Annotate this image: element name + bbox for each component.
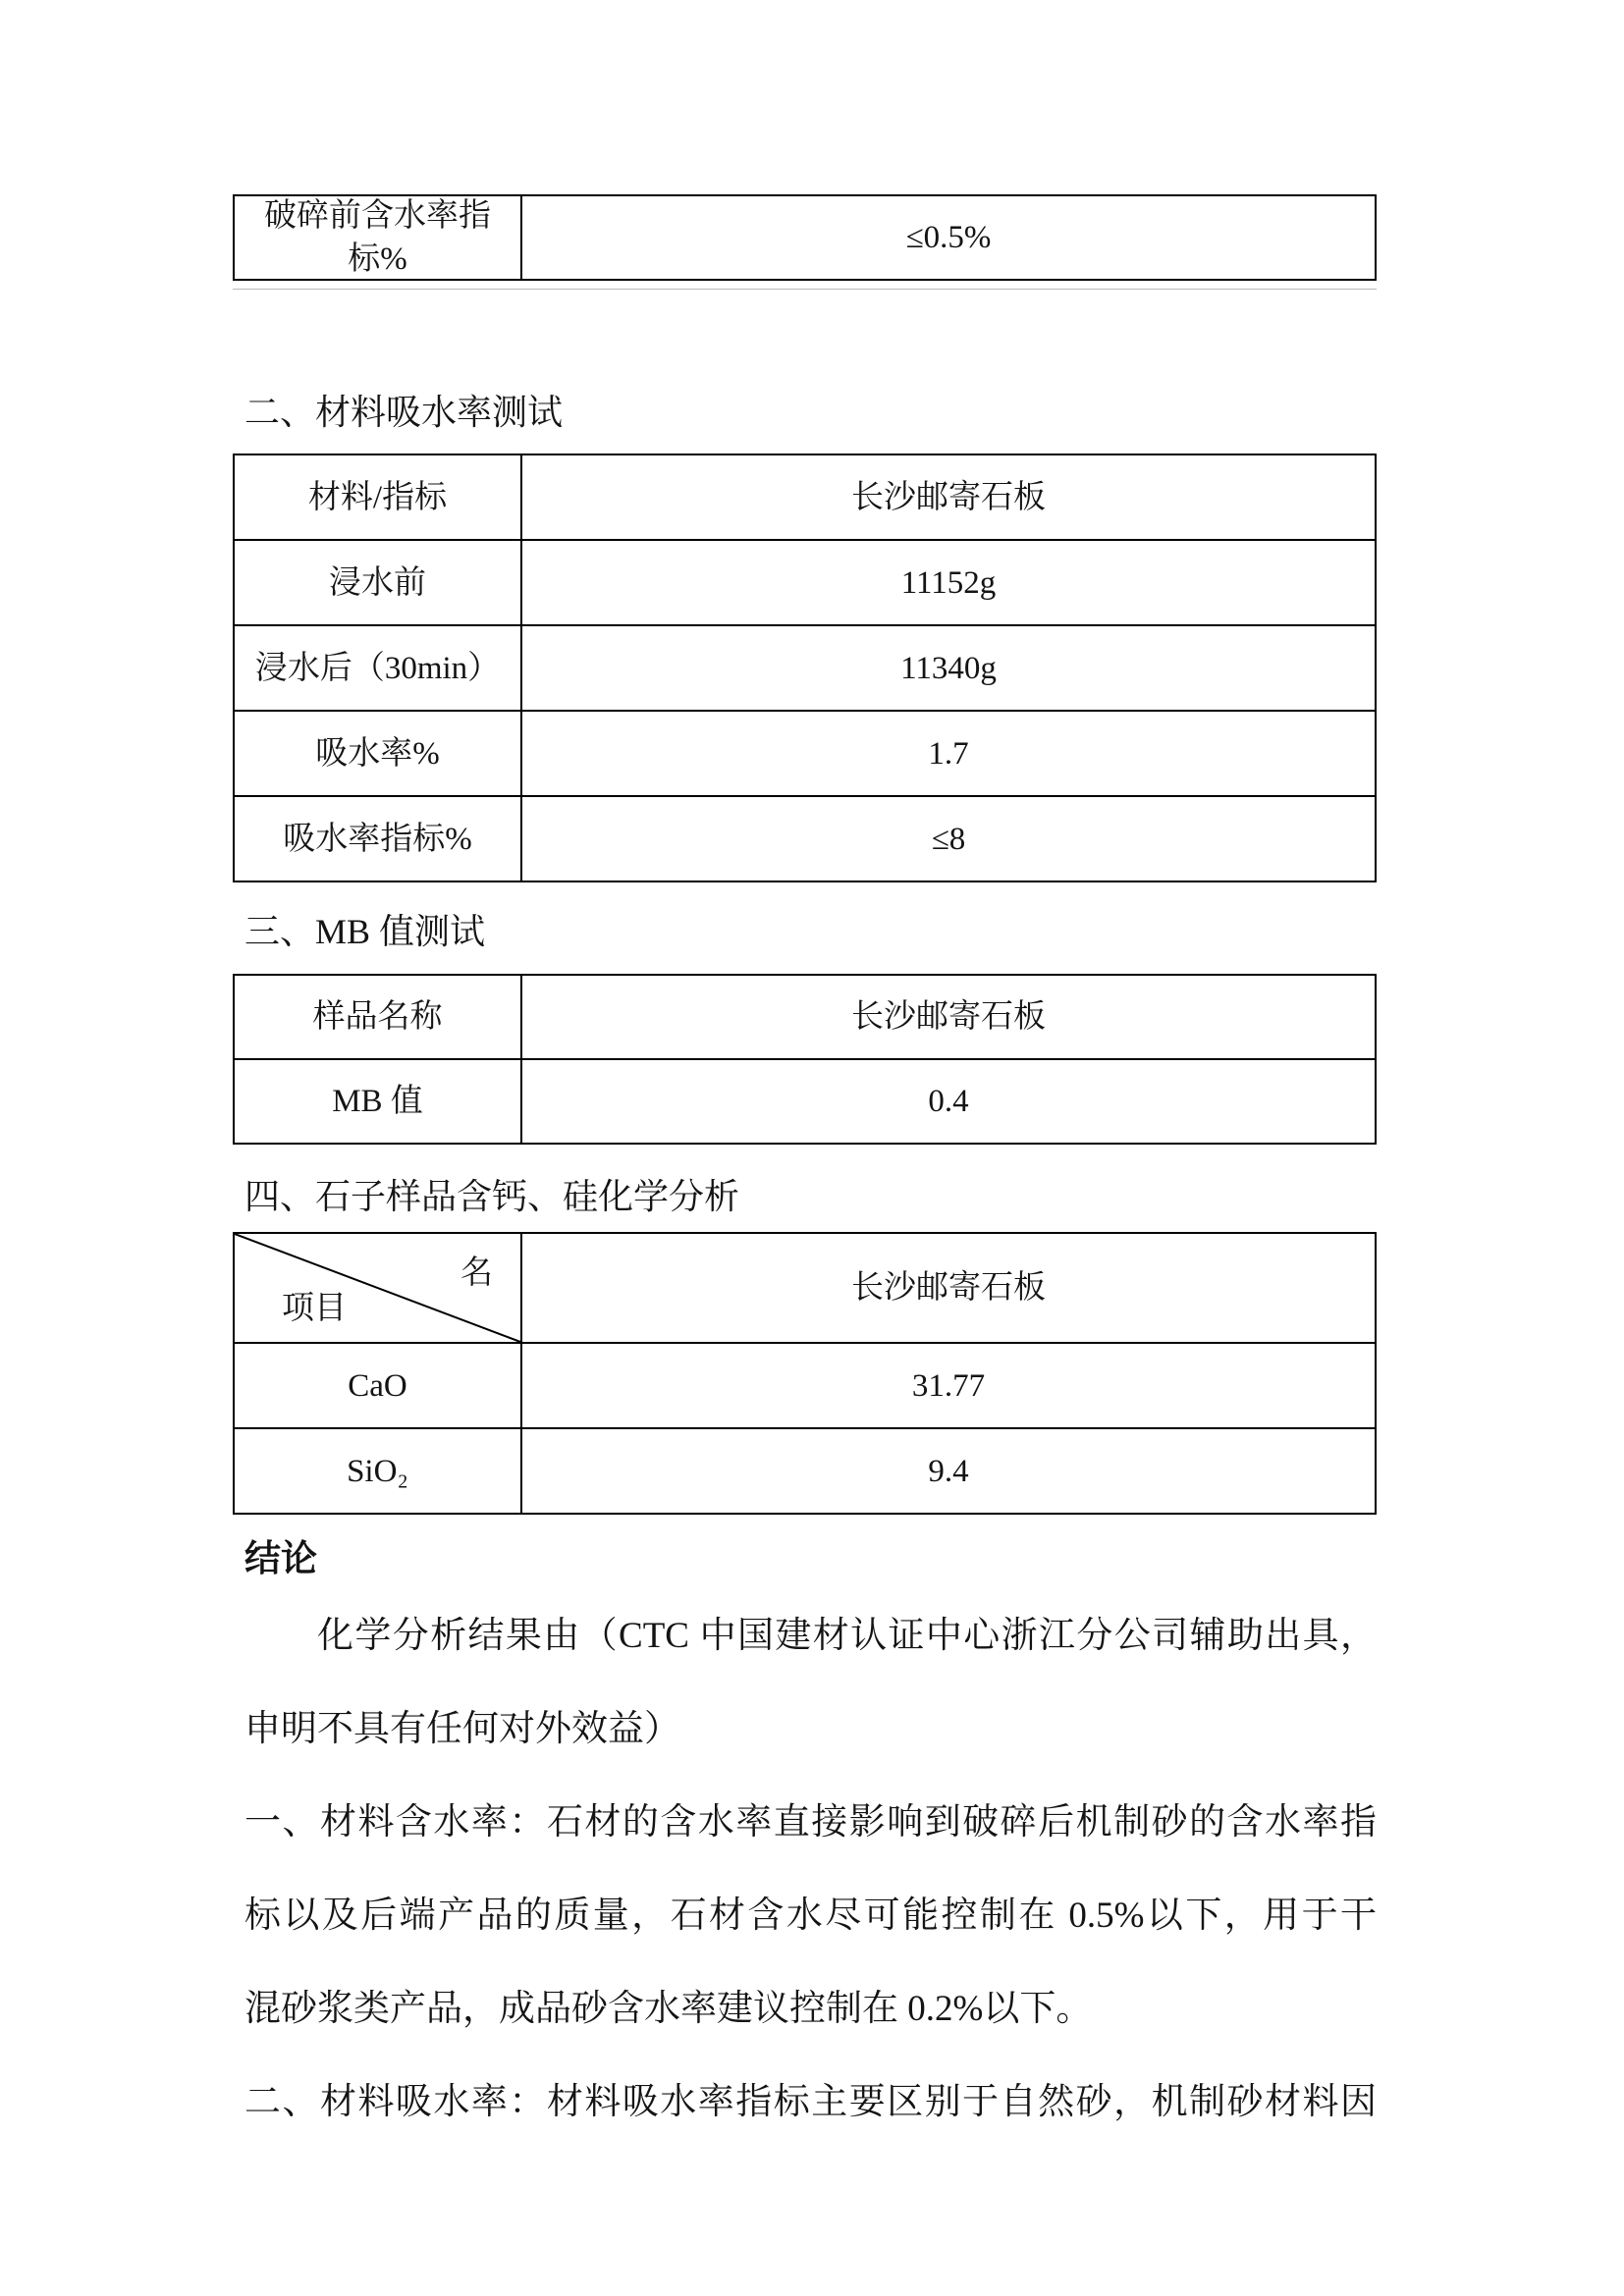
diagonal-label-name: 名 — [460, 1255, 493, 1291]
cell-label: MB 值 — [235, 1060, 522, 1143]
cell-value: 长沙邮寄石板 — [851, 479, 1046, 515]
table-chemical-analysis — [233, 1232, 1377, 1515]
cell-label-line2: 标% — [348, 241, 407, 277]
cell-value: 长沙邮寄石板 — [851, 999, 1046, 1035]
cell-value: 11152g — [900, 564, 997, 601]
cell-value: ≤8 — [931, 821, 966, 857]
table-header-row — [235, 1234, 1375, 1342]
cell-label: SiO₂ — [235, 1429, 522, 1513]
conclusion-heading: 结论 — [244, 1538, 317, 1578]
table-water-absorption — [233, 454, 1377, 882]
conclusion-line: 申明不具有任何对外效益） — [244, 1709, 680, 1749]
cell-label-line1: 破碎前含水率指 — [264, 198, 491, 234]
cell-value: 1.7 — [928, 735, 969, 772]
conclusion-line: 混砂浆类产品，成品砂含水率建议控制在 0.2%以下。 — [244, 1989, 1093, 2029]
cell-value: 31.77 — [911, 1367, 986, 1404]
cell-label: CaO — [235, 1344, 522, 1427]
section-title-mb-value: 三、MB 值测试 — [244, 912, 486, 951]
conclusion-line: 二、材料吸水率：材料吸水率指标主要区别于自然砂，机制砂材料因 — [244, 2082, 1377, 2122]
cell-label: 吸水率指标% — [235, 797, 522, 881]
cell-label: 吸水率% — [235, 712, 522, 795]
cell-label: 材料/指标 — [235, 455, 522, 539]
table-mb-value — [233, 974, 1377, 1145]
table-row — [235, 710, 1375, 795]
table-moisture-indicator — [233, 194, 1377, 281]
cell-value: 长沙邮寄石板 — [851, 1270, 1046, 1306]
cell-value: 11340g — [900, 650, 997, 686]
conclusion-line: 一、材料含水率：石材的含水率直接影响到破碎后机制砂的含水率指 — [244, 1802, 1377, 1842]
cell-value: ≤0.5% — [905, 220, 992, 255]
table-row — [235, 795, 1375, 881]
conclusion-line: 标以及后端产品的质量，石材含水尽可能控制在 0.5%以下，用于干 — [244, 1896, 1377, 1936]
diagonal-label-item: 项目 — [282, 1291, 347, 1326]
cell-value: 0.4 — [928, 1084, 969, 1119]
table-row — [235, 976, 1375, 1058]
page-break-line — [233, 289, 1377, 290]
section-title-water-absorption: 二、材料吸水率测试 — [244, 393, 564, 432]
cell-label — [235, 196, 522, 279]
table-row — [235, 1342, 1375, 1427]
table-row — [235, 196, 1375, 279]
table-row — [235, 539, 1375, 624]
table-row — [235, 1058, 1375, 1143]
cell-label: 样品名称 — [235, 976, 522, 1058]
cell-diagonal-header — [235, 1234, 522, 1342]
conclusion-line: 化学分析结果由（CTC 中国建材认证中心浙江分公司辅助出具， — [317, 1616, 1377, 1656]
table-row — [235, 455, 1375, 539]
cell-label: 浸水前 — [235, 541, 522, 624]
cell-label: 浸水后（30min） — [235, 626, 522, 710]
cell-value: 9.4 — [928, 1453, 969, 1489]
table-row — [235, 624, 1375, 710]
table-row — [235, 1427, 1375, 1513]
section-title-chemical-analysis: 四、石子样品含钙、硅化学分析 — [244, 1177, 740, 1216]
